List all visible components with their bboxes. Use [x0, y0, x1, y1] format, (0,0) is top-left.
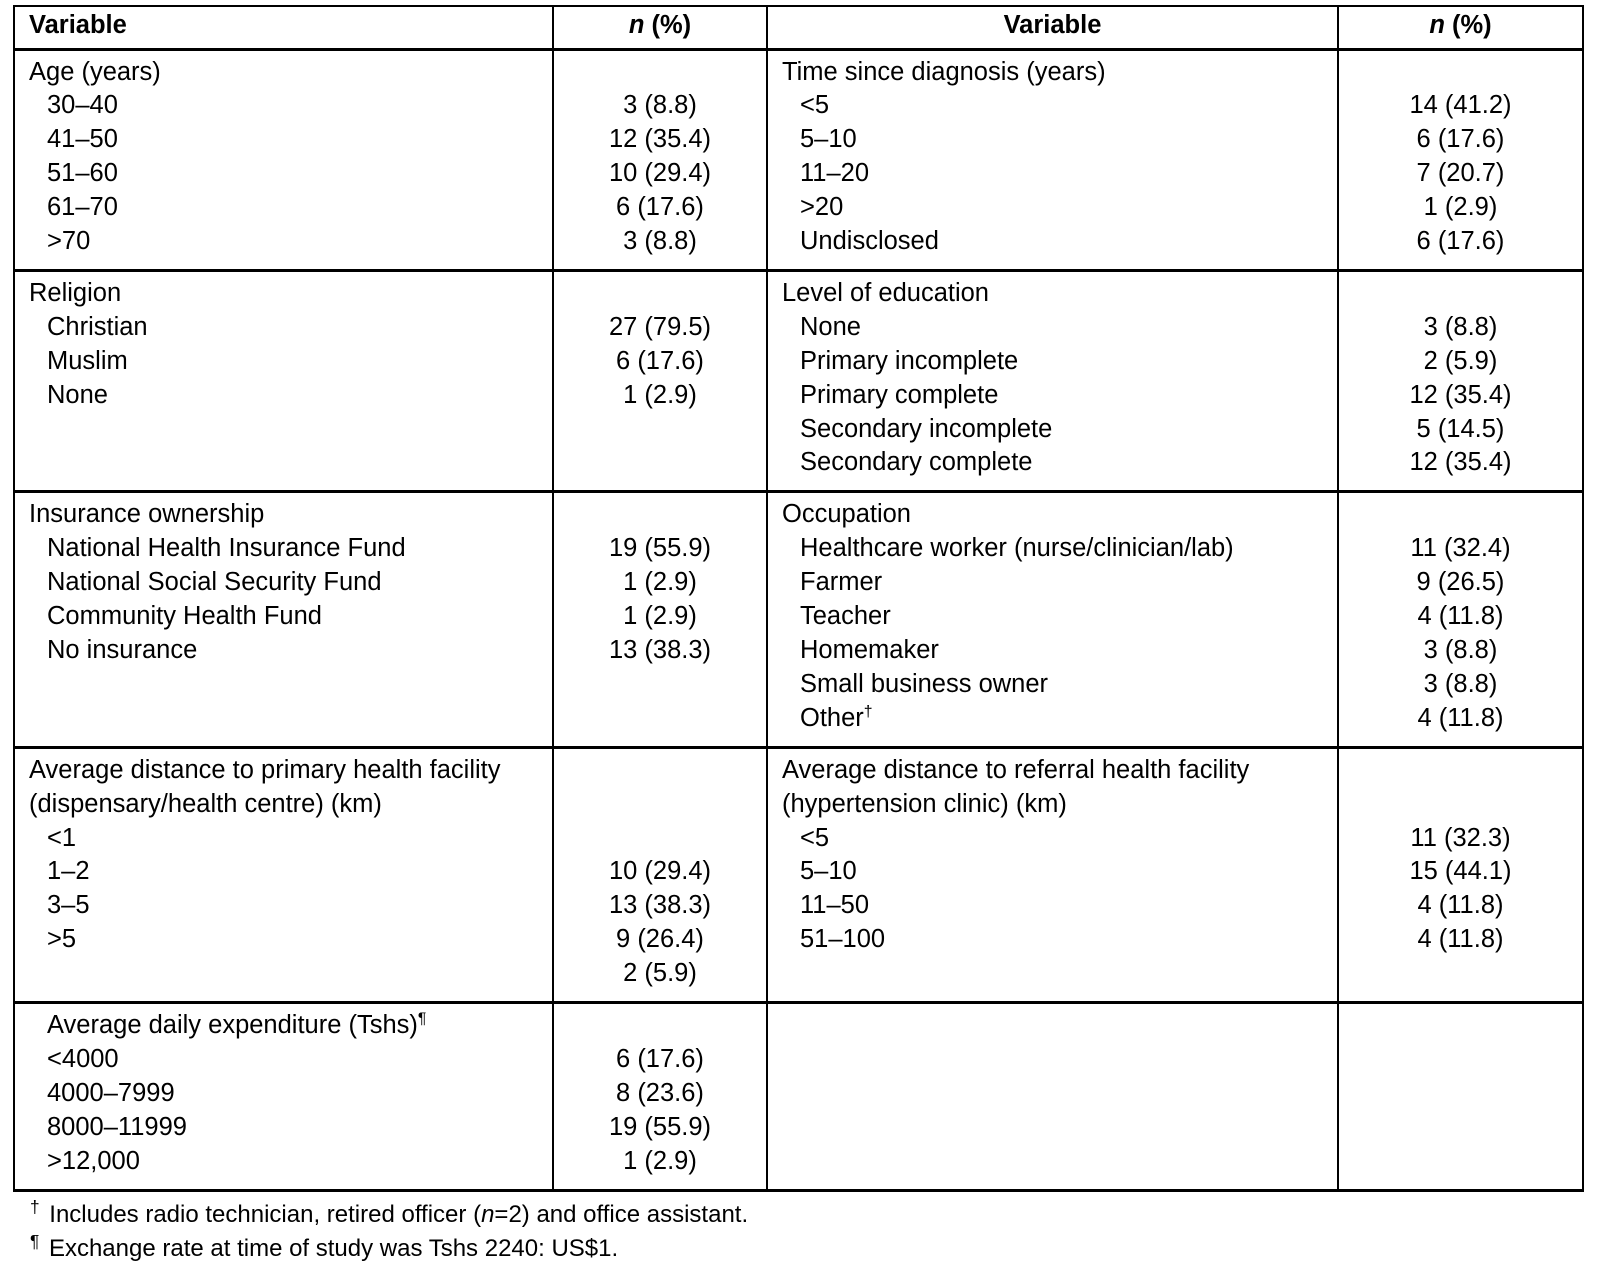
cell-content — [15, 51, 552, 269]
count-percent-value: 12 (35.4) — [1409, 448, 1512, 477]
variable-item: Homemaker — [800, 636, 939, 664]
variable-item: Community Health Fund — [47, 602, 322, 631]
variable-item: Farmer — [800, 568, 883, 597]
variable-item: 51–100 — [800, 925, 886, 954]
variable-cell-right — [767, 270, 1338, 491]
count-percent-value: 9 (26.5) — [1416, 568, 1505, 597]
count-percent-value: 14 (41.2) — [1409, 91, 1512, 120]
count-percent-cell-left — [553, 1003, 767, 1191]
count-percent-value: 3 (8.8) — [1423, 312, 1498, 341]
footnote-text-tail: =2) and office assistant. — [494, 1200, 749, 1228]
count-percent-value: 5 (14.5) — [1416, 414, 1505, 443]
cell-content — [15, 493, 552, 678]
footnote-text: Includes radio technician, retired officer ( — [42, 1200, 482, 1228]
count-percent-value: 11 (32.4) — [1410, 534, 1511, 563]
count-percent-value: 1 (2.9) — [623, 380, 697, 409]
variable-item: >20 — [800, 193, 844, 222]
footnote-mark: † — [863, 703, 873, 721]
footnote-text: Exchange rate at time of study was Tshs 2240: US$1. — [42, 1234, 619, 1262]
count-percent-value: 27 (79.5) — [608, 312, 712, 341]
variable-item: 4000–7999 — [47, 1078, 175, 1107]
count-percent-value: 4 (11.8) — [1417, 891, 1504, 920]
variable-cell-left — [14, 49, 553, 270]
variable-item: 41–50 — [47, 125, 118, 154]
variable-item: <5 — [800, 91, 830, 120]
header-italic-n-right: n — [1429, 11, 1445, 39]
count-percent-value: 1 (2.9) — [623, 1146, 697, 1175]
count-percent-value: 2 (5.9) — [1423, 346, 1498, 375]
count-percent-cell-right — [1338, 1003, 1583, 1191]
count-percent-value: 8 (23.6) — [616, 1078, 704, 1107]
cell-content — [1339, 1004, 1582, 1053]
variable-item: Primary incomplete — [800, 346, 1019, 375]
variable-item: National Health Insurance Fund — [47, 534, 406, 563]
header-row — [14, 6, 1583, 49]
count-percent-value: 19 (55.9) — [608, 1112, 712, 1141]
cell-content — [554, 272, 766, 423]
variable-item: Primary complete — [800, 380, 999, 409]
table-body — [14, 49, 1583, 1190]
count-percent-value: 6 (17.6) — [616, 346, 704, 375]
count-percent-value: 10 (29.4) — [608, 857, 712, 886]
cell-content — [1339, 51, 1582, 269]
cell-content — [1339, 749, 1582, 967]
variable-item: Small business owner — [800, 669, 1049, 698]
table-row — [14, 492, 1583, 747]
column-header-variable-right: Variable — [767, 6, 1338, 49]
count-percent-value: 4 (11.8) — [1417, 925, 1504, 954]
count-percent-value: 11 (32.3) — [1410, 823, 1511, 852]
variable-item: National Social Security Fund — [47, 568, 382, 597]
count-percent-cell-left — [553, 747, 767, 1002]
count-percent-value: 2 (5.9) — [623, 959, 697, 988]
cell-content — [15, 1004, 552, 1189]
footnote-symbol: ¶ — [30, 1230, 40, 1251]
header-percent-right: (%) — [1444, 11, 1492, 39]
footnote — [30, 1198, 1584, 1232]
variable-cell-right — [767, 49, 1338, 270]
count-percent-value: 3 (8.8) — [623, 227, 697, 256]
group-title: Average distance to primary health facility (dispensary/health centre) (km) — [29, 755, 501, 818]
group-title: Level of education — [782, 278, 989, 307]
count-percent-value: 1 (2.9) — [623, 568, 697, 597]
table-row — [14, 1003, 1583, 1191]
count-percent-value: 12 (35.4) — [1409, 380, 1512, 409]
count-percent-cell-left — [553, 270, 767, 491]
group-title: Average daily expenditure (Tshs)¶ — [47, 1010, 427, 1040]
table-row — [14, 270, 1583, 491]
column-header-variable-left: Variable — [14, 6, 553, 49]
variable-item: None — [47, 380, 108, 409]
variable-item: 61–70 — [47, 193, 118, 222]
group-title: Age (years) — [29, 57, 161, 86]
variable-item: 5–10 — [800, 125, 857, 154]
cell-content — [15, 272, 552, 423]
variable-item: Healthcare worker (nurse/clinician/lab) — [800, 534, 1234, 563]
count-percent-value: 4 (11.8) — [1417, 703, 1504, 732]
variable-item: 11–20 — [800, 159, 870, 188]
count-percent-cell-right — [1338, 270, 1583, 491]
cell-content — [554, 749, 766, 1001]
cell-content — [554, 51, 766, 269]
group-title: Religion — [29, 278, 122, 307]
count-percent-value: 10 (29.4) — [608, 159, 712, 188]
group-title: Insurance ownership — [29, 500, 265, 529]
demographics-table — [13, 5, 1584, 1192]
table-row — [14, 747, 1583, 1002]
variable-item: 3–5 — [47, 891, 90, 920]
variable-item: No insurance — [47, 636, 198, 664]
count-percent-value: 15 (44.1) — [1409, 857, 1512, 886]
variable-item: 51–60 — [47, 159, 118, 188]
cell-content — [15, 749, 552, 967]
variable-item: Christian — [47, 312, 148, 341]
variable-cell-right — [767, 492, 1338, 747]
count-percent-value: 3 (8.8) — [1423, 669, 1498, 698]
column-header-n-percent-left — [553, 6, 767, 49]
variable-item: 8000–11999 — [47, 1112, 187, 1141]
footnote-italic-n: n — [481, 1200, 495, 1228]
group-title: Time since diagnosis (years) — [782, 57, 1106, 86]
column-header-n-percent-right — [1338, 6, 1583, 49]
variable-item: Teacher — [800, 602, 891, 631]
count-percent-cell-right — [1338, 747, 1583, 1002]
count-percent-value: 3 (8.8) — [623, 91, 697, 120]
variable-item: 1–2 — [47, 857, 90, 886]
variable-item: <5 — [800, 823, 830, 852]
count-percent-value: 6 (17.6) — [616, 193, 704, 222]
group-title: Occupation — [782, 500, 911, 529]
count-percent-value: 6 (17.6) — [616, 1044, 704, 1073]
variable-item: Secondary complete — [800, 448, 1033, 477]
footnote — [30, 1232, 1584, 1266]
count-percent-value: 1 (2.9) — [1423, 193, 1498, 222]
variable-cell-left — [14, 1003, 553, 1191]
variable-item: >12,000 — [47, 1146, 140, 1175]
variable-cell-right — [767, 1003, 1338, 1191]
variable-item: >70 — [47, 227, 91, 256]
count-percent-value: 6 (17.6) — [1416, 125, 1505, 154]
footnote-symbol: † — [30, 1196, 40, 1217]
variable-cell-left — [14, 270, 553, 491]
variable-cell-left — [14, 492, 553, 747]
cell-content — [768, 493, 1337, 745]
count-percent-cell-left — [553, 492, 767, 747]
variable-item: Undisclosed — [800, 227, 939, 256]
count-percent-value: 1 (2.9) — [623, 602, 697, 631]
table-footnotes — [13, 1198, 1584, 1266]
variable-cell-left — [14, 747, 553, 1002]
variable-item: <4000 — [47, 1044, 119, 1073]
count-percent-value: 7 (20.7) — [1416, 159, 1505, 188]
count-percent-value: 4 (11.8) — [1417, 602, 1504, 631]
variable-item: 11–50 — [800, 891, 870, 920]
header-percent-left: (%) — [644, 11, 692, 39]
table-header — [14, 6, 1583, 49]
cell-content — [768, 1004, 1337, 1019]
count-percent-value: 3 (8.8) — [1423, 636, 1498, 664]
count-percent-value: 6 (17.6) — [1416, 227, 1505, 256]
variable-item: Other† — [800, 703, 873, 732]
footnote-mark: ¶ — [417, 1010, 427, 1028]
count-percent-value: 12 (35.4) — [608, 125, 712, 154]
count-percent-cell-right — [1338, 492, 1583, 747]
cell-content — [554, 493, 766, 678]
variable-item: >5 — [47, 925, 77, 954]
variable-item: None — [800, 312, 861, 341]
variable-item: Muslim — [47, 346, 128, 375]
cell-content — [768, 749, 1337, 967]
count-percent-value: 19 (55.9) — [608, 534, 712, 563]
variable-item: 30–40 — [47, 91, 118, 120]
variable-item: <1 — [47, 823, 77, 852]
variable-item: Secondary incomplete — [800, 414, 1053, 443]
group-title: Average distance to referral health facility (hypertension clinic) (km) — [782, 755, 1250, 818]
cell-content — [1339, 272, 1582, 490]
count-percent-value: 13 (38.3) — [608, 636, 712, 664]
count-percent-value: 13 (38.3) — [608, 891, 712, 920]
variable-item: 5–10 — [800, 857, 857, 886]
count-percent-cell-right — [1338, 49, 1583, 270]
cell-content — [768, 272, 1337, 490]
cell-content — [1339, 493, 1582, 745]
cell-content — [554, 1004, 766, 1189]
header-italic-n-left: n — [628, 11, 645, 39]
cell-content — [768, 51, 1337, 269]
table-row — [14, 49, 1583, 270]
variable-cell-right — [767, 747, 1338, 1002]
count-percent-cell-left — [553, 49, 767, 270]
count-percent-value: 9 (26.4) — [616, 925, 704, 954]
